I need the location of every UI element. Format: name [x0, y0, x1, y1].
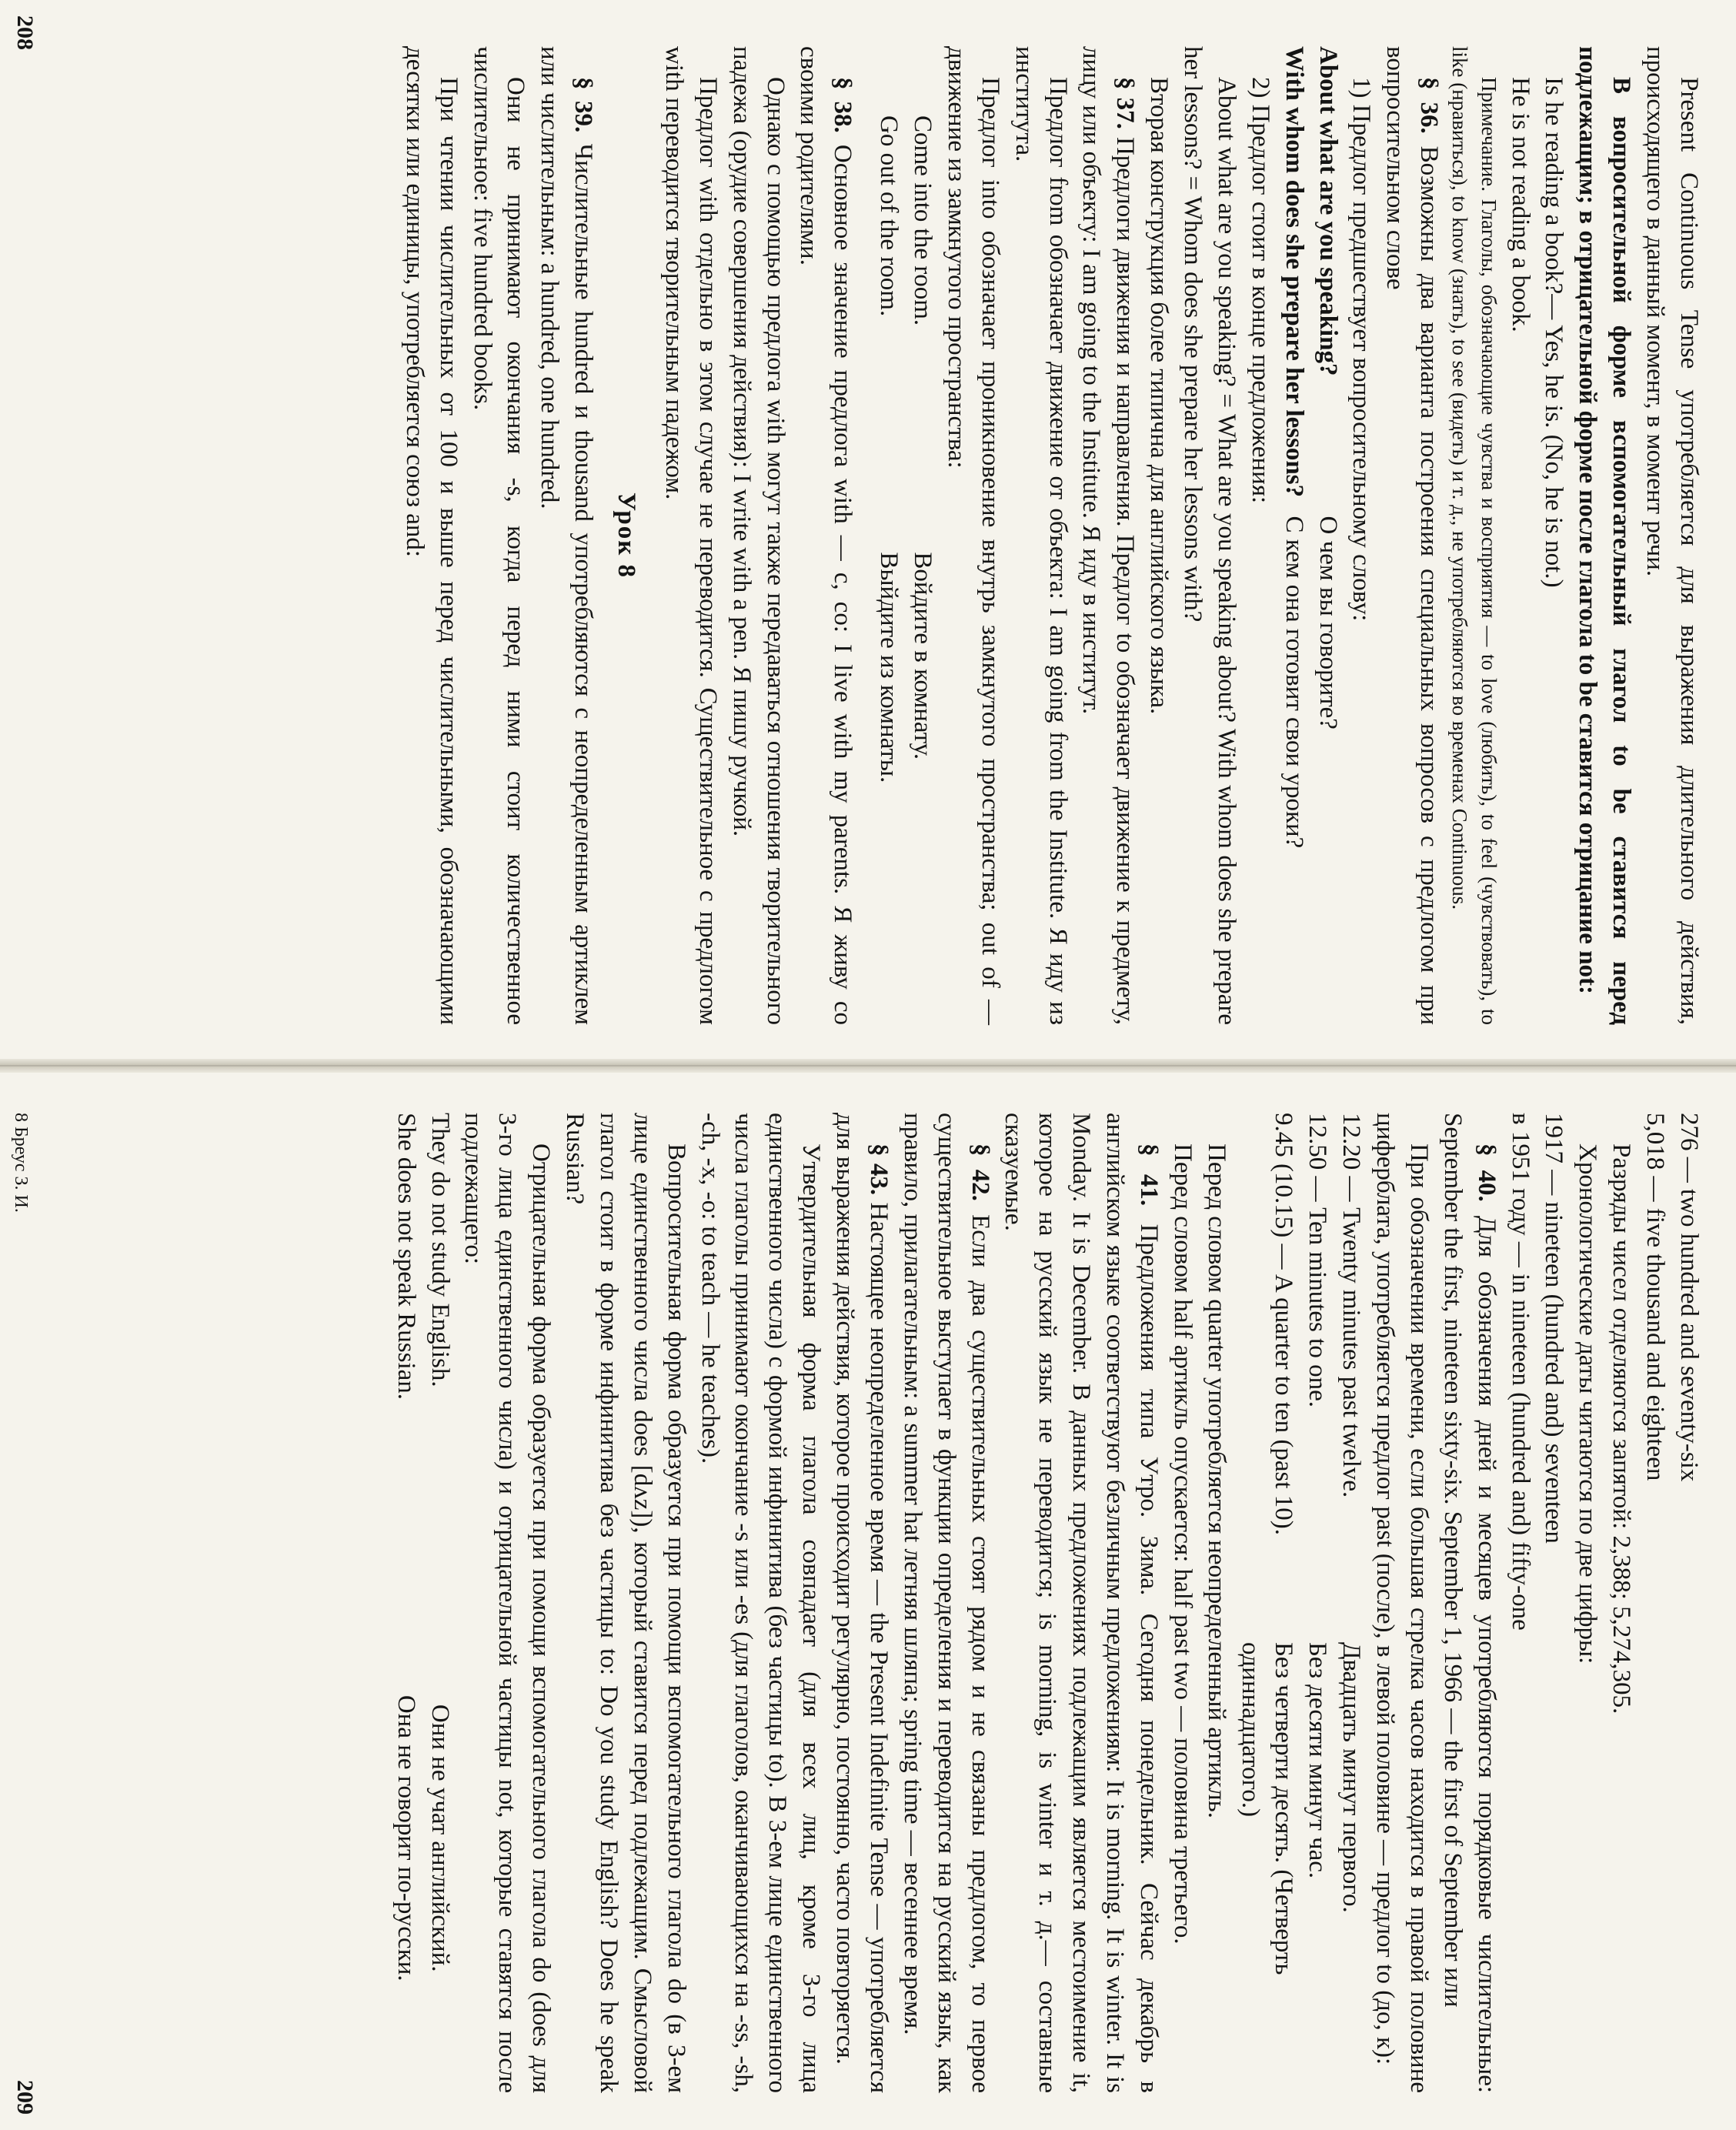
example-row: [871, 115, 905, 1025]
date-example: 1917 — nineteen (hundred and) seventeen: [1540, 1113, 1568, 1544]
section-text: Предлоги движения и направления. Предлог to обозначает движение к предмету, лицу или объекту: I am going to the Institute. Я иду в институт.: [1077, 46, 1140, 1026]
paragraph: About what are you speaking? = What are you speaking about? With whom does she prepare her lessons? = Whom does she prepare her lessons with?: [1179, 46, 1240, 1025]
section-number: § 39.: [569, 77, 598, 133]
example-row: [1277, 46, 1310, 1025]
paragraph: Предлог with отдельно в этом случае не переводится. Существительное с предлогом with переводится творительным падежом.: [660, 46, 722, 1025]
date-example: в 1951 году — in nineteen (hundred and) fifty-one: [1506, 1113, 1534, 1631]
example-row: [905, 115, 939, 1025]
section-number: § 40.: [1472, 1143, 1501, 1202]
example-en: They do not study English.: [426, 1113, 454, 1387]
section-number: § 42.: [966, 1143, 994, 1201]
paragraph: Разряды чисел отделяются запятой: 2,388; 5,274,305.: [1607, 1143, 1636, 1714]
section-number: § 43.: [865, 1143, 893, 1196]
number-example: 5,018 — five thousand and eighteen: [1641, 1113, 1670, 1481]
example-row: [422, 1113, 456, 2093]
example-en: 12.50 — Ten minutes to one.: [1304, 1113, 1332, 1407]
example-row: [1334, 1113, 1367, 2093]
note: Примечание. Глаголы, обозначающие чувства и восприятия — to love (любить), to feel (чувствовать), to like (нравиться), to know (знать), to see (видеть) и т. д., не употребляются во временах Continuous.: [1448, 46, 1501, 1025]
section-number: § 37.: [1111, 77, 1140, 129]
page-number: 208: [12, 15, 38, 50]
section-text: Для обозначения дней и месяцев употребляются порядковые числительные: September the first, nineteen sixty-six. September 1, 1966 — the first of September или: [1438, 1113, 1501, 2094]
section-number: § 38.: [829, 77, 857, 133]
example-ru: Войдите в комнату.: [909, 552, 937, 760]
paragraph: При чтении числительных от 100 и выше перед числительными, обозначающими десятки или единицы, употребляется союз and:: [400, 46, 462, 1025]
paragraph: Present Continuous Tense употребляется для выражения длительного действия, происходящего в данный момент, в момент речи.: [1641, 46, 1703, 1025]
example-en: Go out of the room.: [875, 115, 903, 317]
right-page: [0, 1068, 1736, 2130]
page-number: 209: [12, 2080, 38, 2115]
section-number: § 36.: [1415, 77, 1444, 134]
paragraph: Они не принимают окончания -s, когда перед ними стоит количественное числительное: five hundred books.: [468, 46, 530, 1025]
paragraph: 1) Предлог предшествует вопросительному слову:: [1347, 77, 1376, 622]
paragraph: Перед словом half артикль опускается: half past two — половина третьего.: [1168, 1143, 1197, 1945]
paragraph: Перед словом quarter употребляется неопределенный артикль.: [1202, 1143, 1230, 1818]
paragraph: Вторая конструкция более типична для английского языка.: [1145, 77, 1173, 715]
example-en: 12.20 — Twenty minutes past twelve.: [1337, 1113, 1366, 1498]
example-ru: Без четверти десять. (Четверть одиннадцатого.): [1236, 1641, 1298, 1975]
example-en: She does not speak Russian.: [392, 1113, 420, 1401]
example-row: [1233, 1113, 1300, 2093]
number-example: 276 — two hundred and seventy-six: [1675, 1113, 1703, 1482]
example-ru: Они не учат английский.: [426, 1704, 454, 1972]
example-ru: Без десяти минут час.: [1304, 1641, 1332, 1879]
example-row: [389, 1113, 422, 2093]
example-ru: О чем вы говорите?: [1314, 516, 1342, 729]
paragraph: Утвердительная форма глагола совпадает (для всех лиц, кроме 3-го лица единственного числа) с формой инфинитива (без частицы to). В 3-ем лице единственного числа глаголы принимают окончание -s или -es (для глаголов, оканчивающихся на -ss, -sh, -ch, -x, -o: to teach — he teaches).: [696, 1113, 826, 2093]
example-en: About what are you speaking?: [1314, 46, 1342, 376]
example-en: Come into the room.: [909, 115, 937, 326]
section-text: Если два существительных стоят рядом и не связаны предлогом, то первое существительное выступает в функции определения и переводится на русский язык, как правило, прилагательным: a summer hat летняя шляпа; spring time — весеннее время.: [898, 1113, 994, 2094]
paragraph: В вопросительной форме вспомогательный глагол to be ставится перед подлежащим; в отрицательной форме после глагола to be ставится отрицание not:: [1574, 46, 1636, 1025]
paragraph: Предлог from обозначает движение от объекта: I am going from the Institute. Я иду из института.: [1010, 46, 1072, 1025]
paragraph: Вопросительная форма образуется при помощи вспомогательного глагола do (в 3-ем лице единственного числа does [dʌz]), который ставится перед подлежащим. Смысловой глагол стоит в форме инфинитива без частицы to: Do you study English? Does he speak Russian?: [561, 1113, 690, 2093]
paragraph: Хронологические даты читаются по две цифры:: [1574, 1143, 1602, 1664]
paragraph: Однако с помощью предлога with могут также передаваться отношения творительного падежа (орудие совершения действия): I write with a pen. Я пишу ручкой.: [727, 46, 790, 1025]
paragraph: При обозначении времени, если большая стрелка часов находится в правой половине циферблата, употребляется предлог past (после), в левой половине — предлог to (до, к):: [1371, 1113, 1433, 2093]
section-text: Основное значение предлога with — с, со: I live with my parents. Я живу со своими родителями.: [795, 46, 857, 1026]
example-row: [1300, 1113, 1334, 2093]
section-number: § 41.: [1135, 1143, 1163, 1207]
section-text: Возможны два варианта построения специальных вопросов с предлогом при вопросительном слове: [1381, 46, 1444, 1026]
left-page: [0, 0, 1736, 1062]
lesson-heading: Урок 8: [613, 492, 641, 579]
section-text: Предложения типа Утро. Зима. Сегодня понедельник. Сейчас декабрь в английском языке соответствуют безличным предложениям: It is morning. It is winter. It is Monday. It is December. В данных предложениях подлежащим является местоимение it, которое на русский язык не переводится; is morning, is winter и т. д.— составные сказуемые.: [1000, 1113, 1163, 2094]
example: Is he reading a book?— Yes, he is. (No, he is not.): [1540, 77, 1568, 588]
section-text: Настоящее неопределенное время — the Present Indefinite Tense — употребляется для выражения действия, которое происходит регулярно, постоянно, часто повторяется.: [831, 1113, 893, 2094]
example-ru: Двадцать минут первого.: [1337, 1641, 1366, 1913]
example-ru: Выйдите из комнаты.: [875, 552, 903, 783]
paragraph: Отрицательная форма образуется при помощи вспомогательного глагола do (does для 3-го лица единственного числа) и отрицательной частицы not, которые ставятся после подлежащего:: [459, 1113, 556, 2093]
paragraph: Предлог into обозначает проникновение внутрь замкнутого пространства; out of — движение из замкнутого пространства:: [943, 46, 1004, 1025]
signature-mark: 8 Бреус З. И.: [10, 1113, 31, 1213]
section-text: Числительные hundred и thousand употребляются с неопределенным артиклем или числительным: a hundred, one hundred.: [536, 46, 598, 1025]
example-en: 9.45 (10.15) — A quarter to ten (past 10).: [1270, 1113, 1298, 1535]
example-row: [1310, 46, 1344, 1025]
example-en: With whom does she prepare her lessons?: [1280, 46, 1308, 498]
example-ru: С кем она готовит свои уроки?: [1280, 516, 1308, 849]
example-ru: Она не говорит по-русски.: [392, 1694, 420, 1981]
paragraph: 2) Предлог стоит в конце предложения:: [1246, 77, 1274, 504]
example: He is not reading a book.: [1506, 77, 1534, 332]
